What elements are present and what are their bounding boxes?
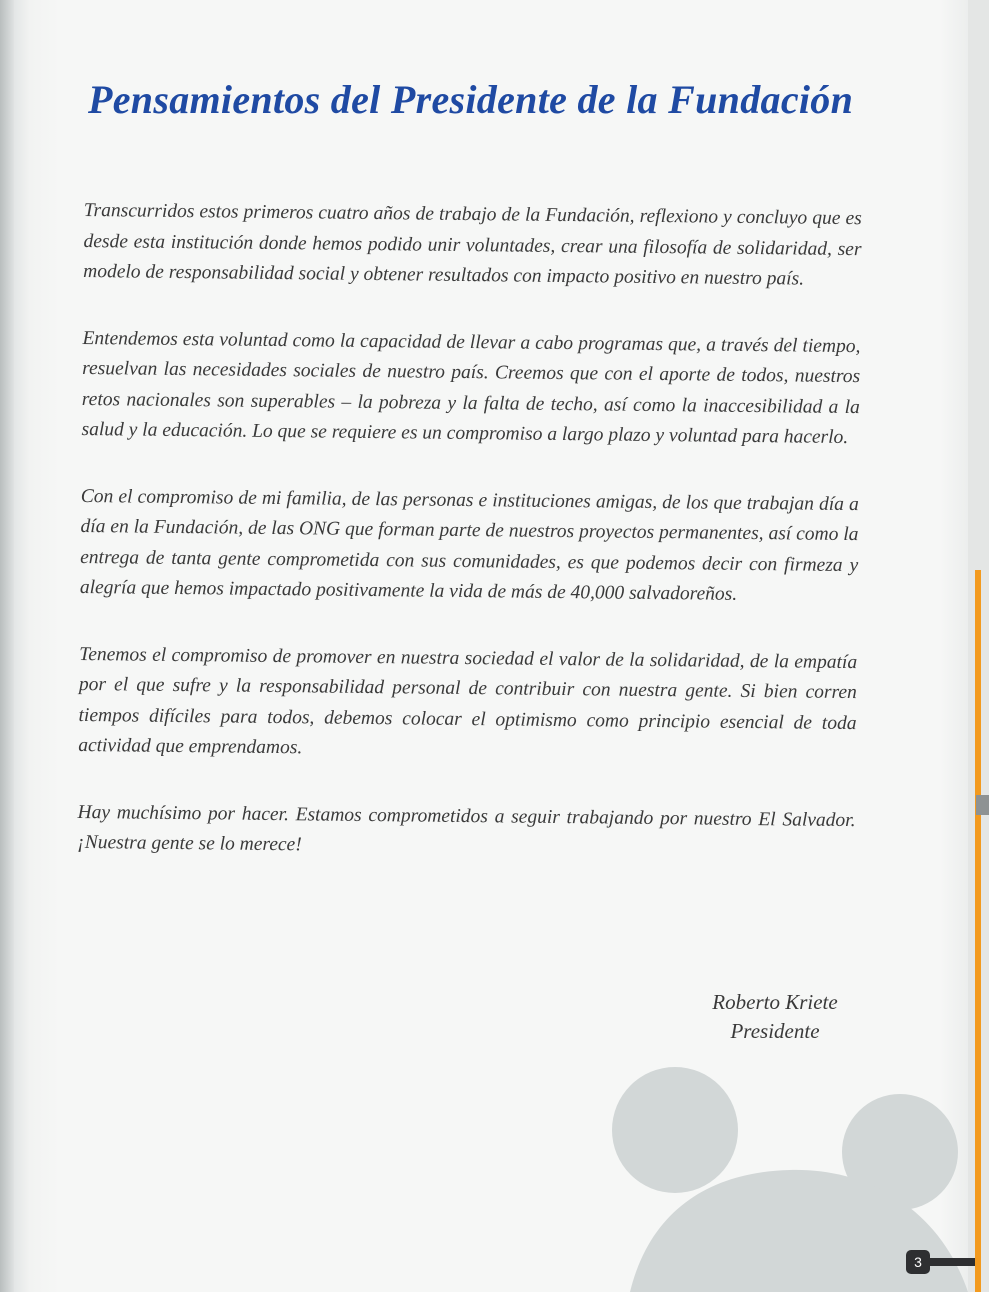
- page-title: Pensamientos del Presidente de la Fundación: [88, 77, 854, 122]
- signature-block: [680, 988, 870, 1046]
- paragraph-4: Tenemos el compromiso de promover en nuestra sociedad el valor de la solidaridad, de la empatía por el que sufre y la responsabilidad personal de contribuir con nuestra gente. Si bien corren tiempos difíciles para todos, debemos colocar el optimismo como principio esencial de toda actividad que emprendamos.: [78, 643, 858, 759]
- paragraph-1: Transcurridos estos primeros cuatro años de trabajo de la Fundación, reflexiono y concluyo que es desde esta institución donde hemos podido unir voluntades, crear una filosofía de solidaridad, ser modelo de responsabilidad social y obtener resultados con impacto positivo en nuestro país.: [83, 199, 862, 290]
- page-number: 3: [906, 1250, 930, 1274]
- spine-shadow: [0, 0, 14, 1292]
- gray-tab-marker: [976, 795, 989, 815]
- letter-body: [77, 196, 862, 903]
- signature-role: Presidente: [730, 1019, 820, 1043]
- signature-name: Roberto Kriete: [712, 990, 838, 1014]
- page-number-bar: [930, 1258, 975, 1266]
- paragraph-3: Con el compromiso de mi familia, de las personas e instituciones amigas, de los que trabajan día a día en la Fundación, de las ONG que forman parte de nuestros proyectos permanentes, así como la entrega de tanta gente comprometida con sus comunidades, es que podemos decir con firmeza y alegría que hemos impactado positivamente la vida de más de 40,000 salvadoreños.: [79, 485, 859, 605]
- paragraph-5: Hay muchísimo por hacer. Estamos comprometidos a seguir trabajando por nuestro El Salvador. ¡Nuestra gente se lo merece!: [77, 801, 856, 856]
- paragraph-2: Entendemos esta voluntad como la capacidad de llevar a cabo programas que, a través del tiempo, resuelvan las necesidades sociales de nuestro país. Creemos que con el aporte de todos, nuestros retos nacionales son superables – la pobreza y la falta de techo, así como la inaccesibilidad a la salud y la educación. Lo que se requiere es un compromiso a largo plazo y voluntad para hacerlo.: [81, 327, 861, 449]
- decor-circle-left: [612, 1067, 738, 1193]
